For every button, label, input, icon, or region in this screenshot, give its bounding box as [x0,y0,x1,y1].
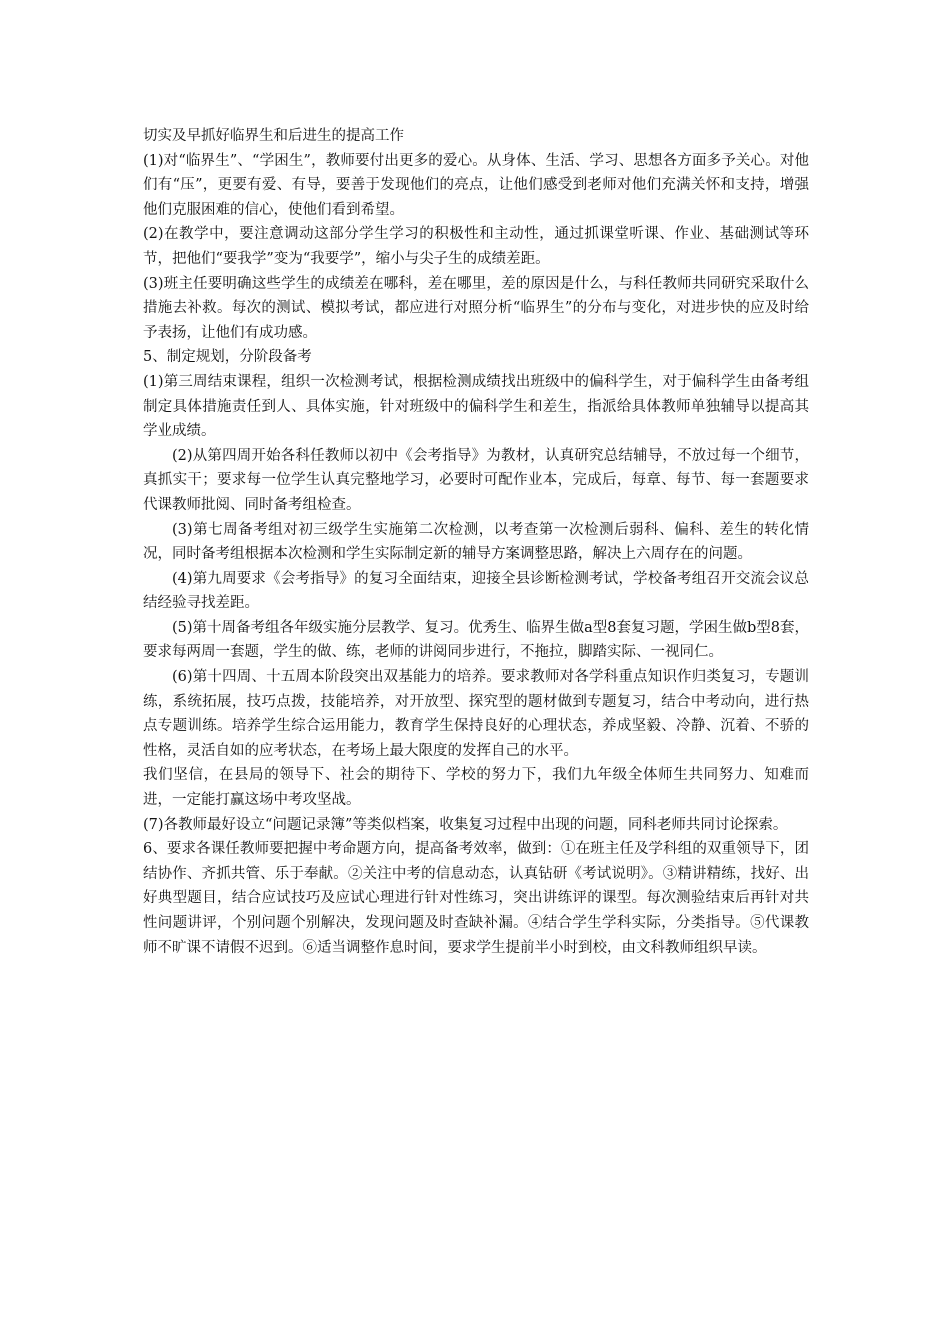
section-heading: 切实及早抓好临界生和后进生的提高工作 [143,128,404,144]
paragraph: 我们坚信，在县局的领导下、社会的期待下、学校的努力下，我们九年级全体师生共同努力、知难而进，一定能打赢这场中考攻坚战。 [143,767,809,809]
paragraph: (1)对“临界生”、“学困生”，教师要付出更多的爱心。从身体、生活、学习、思想各方面多予关心。对他们有“压”，更要有爱、有导，要善于发现他们的亮点，让他们感受到老师对他们充满关怀和支持，增强他们克服困难的信心，使他们看到希望。 [143,152,809,218]
paragraph: (1)第三周结束课程，组织一次检测考试，根据检测成绩找出班级中的偏科学生，对于偏科学生由备考组制定具体措施责任到人、具体实施，针对班级中的偏科学生和差生，指派给具体教师单独辅导以提高其学业成绩。 [143,373,809,440]
paragraph: (2)从第四周开始各科任教师以初中《会考指导》为教材，认真研究总结辅导，不放过每一个细节，真抓实干；要求每一位学生认真完整地学习，必要时可配作业本，完成后，每章、每节、每一套题要求代课教师批阅、同时备考组检查。 [143,447,809,513]
document-body [143,124,809,960]
paragraph: (2)在教学中，要注意调动这部分学生学习的积极性和主动性，通过抓课堂听课、作业、基础测试等环节，把他们“要我学”变为“我要学”，缩小与尖子生的成绩差距。 [143,226,809,267]
paragraph: (3)第七周备考组对初三级学生实施第二次检测，以考查第一次检测后弱科、偏科、差生的转化情况，同时备考组根据本次检测和学生实际制定新的辅导方案调整思路，解决上六周存在的问题。 [143,521,809,563]
paragraph: (5)第十周备考组各年级实施分层教学、复习。优秀生、临界生做a型8套复习题，学困生做b型8套，要求每两周一套题，学生的做、练，老师的讲阅同步进行，不拖拉，脚踏实际、一视同仁。 [143,619,809,661]
paragraph: (7)各教师最好设立“问题记录簿”等类似档案，收集复习过程中出现的问题，同科老师共同讨论探索。 [143,816,788,833]
paragraph: 6、要求各课任教师要把握中考命题方向，提高备考效率，做到：①在班主任及学科组的双重领导下，团结协作、齐抓共管、乐于奉献。②关注中考的信息动态，认真钻研《考试说明》。③精讲精练，找好、出好典型题目，结合应试技巧及应试心理进行针对性练习，突出讲练评的课型。每次测验结束后再针对共性问题讲评，个别问题个别解决，发现问题及时查缺补漏。④结合学生学科实际，分类指导。⑤代课教师不旷课不请假不迟到。⑥适当调整作息时间，要求学生提前半小时到校，由文科教师组织早读。 [143,841,809,956]
section-heading: 5、制定规划，分阶段备考 [143,349,312,366]
paragraph: (4)第九周要求《会考指导》的复习全面结束，迎接全县诊断检测考试，学校备考组召开交流会议总结经验寻找差距。 [143,570,809,612]
paragraph: (3)班主任要明确这些学生的成绩差在哪科，差在哪里，差的原因是什么，与科任教师共同研究采取什么措施去补救。每次的测试、模拟考试，都应进行对照分析“临界生”的分布与变化，对进步快的应及时给予表扬，让他们有成功感。 [143,275,809,341]
paragraph: (6)第十四周、十五周本阶段突出双基能力的培养。要求教师对各学科重点知识作归类复习，专题训练，系统拓展，技巧点拨，技能培养，对开放型、探究型的题材做到专题复习，结合中考动向，进行热点专题训练。培养学生综合运用能力，教育学生保持良好的心理状态，养成坚毅、冷静、沉着、不骄的性格，灵活自如的应考状态，在考场上最大限度的发挥自己的水平。 [143,669,809,759]
